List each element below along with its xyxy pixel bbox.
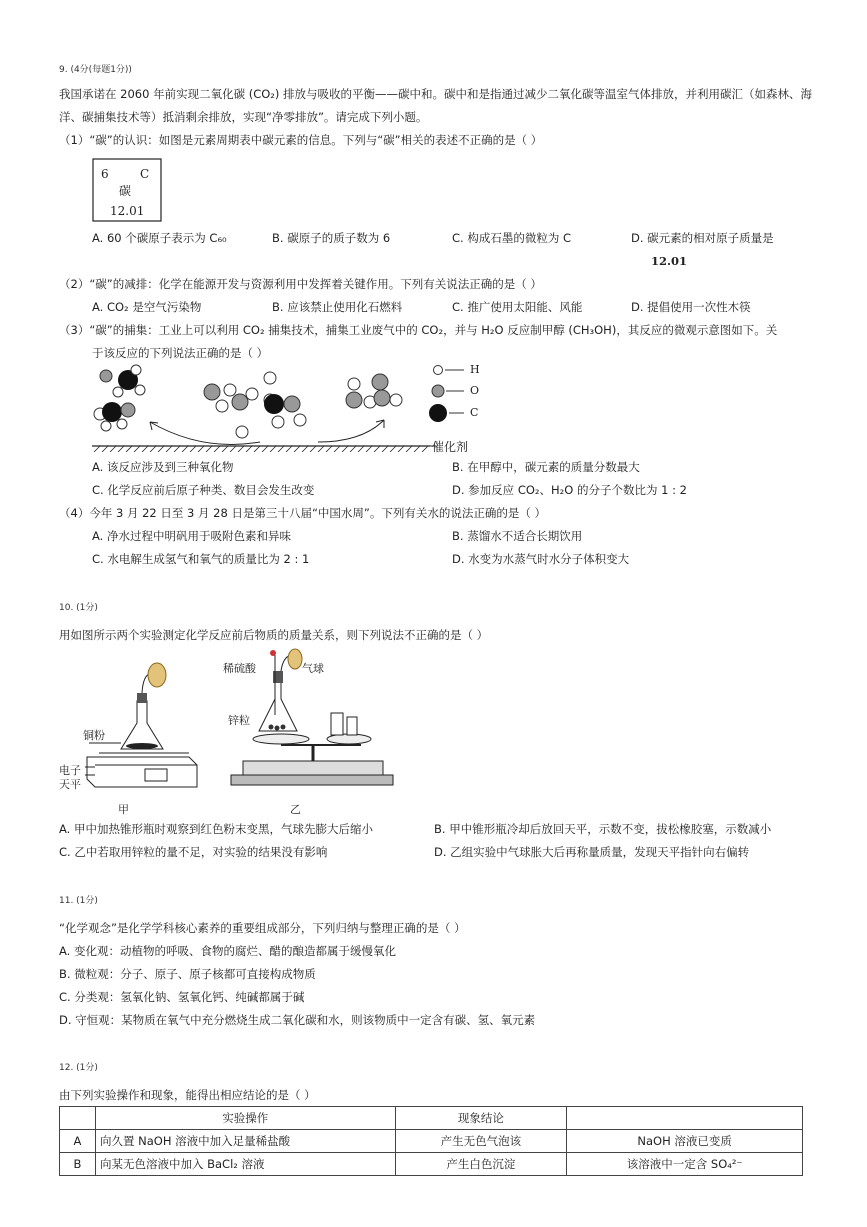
q9-4-option-a: A. 净水过程中明矾用于吸附色素和异味 xyxy=(92,529,291,543)
q10-option-d: D. 乙组实验中气球胀大后再称量质量，发现天平指针向右偏转 xyxy=(434,845,750,859)
q9-2-option-a: A. CO₂ 是空气污染物 xyxy=(92,300,202,314)
q9-3-option-a: A. 该反应涉及到三种氧化物 xyxy=(92,460,234,474)
label-acid: 稀硫酸 xyxy=(223,662,256,675)
q9-sub3-stem-line1: （3）“碳”的捕集：工业上可以利用 CO₂ 捕集技术，捕集工业废气中的 CO₂，并与 H₂O 反应制甲醇 (CH₃OH)，其反应的微观示意图如下。关 xyxy=(59,323,778,337)
table-cell: B xyxy=(60,1153,96,1176)
q10-stem: 用如图所示两个实验测定化学反应前后物质的质量关系，则下列说法不正确的是（ ） xyxy=(59,628,489,642)
q10-option-c: C. 乙中若取用锌粒的量不足，对实验的结果没有影响 xyxy=(59,845,328,859)
q9-3-option-d: D. 参加反应 CO₂、H₂O 的分子个数比为 1 : 2 xyxy=(452,483,687,497)
q9-4-option-b: B. 蒸馏水不适合长期饮用 xyxy=(452,529,583,543)
q10-header: 10. (1分) xyxy=(59,603,98,613)
table-row xyxy=(60,1153,803,1176)
q12-table xyxy=(59,1106,803,1176)
q9-4-option-d: D. 水变为水蒸气时水分子体积变大 xyxy=(452,552,630,566)
element-name: 碳 xyxy=(119,184,132,198)
table-header-cell xyxy=(60,1107,96,1130)
q10-option-b: B. 甲中锥形瓶冷却后放回天平，示数不变，拔松橡胶塞，示数减小 xyxy=(434,822,772,836)
legend-h: H xyxy=(470,363,480,376)
q9-sub4-stem: （4）今年 3 月 22 日至 3 月 28 日是第三十八届“中国水周”。下列有关水的说法正确的是（ ） xyxy=(59,506,547,520)
q9-2-option-b: B. 应该禁止使用化石燃料 xyxy=(272,300,403,314)
q9-3-option-c: C. 化学反应前后原子种类、数目会发生改变 xyxy=(92,483,315,497)
label-balance-1: 电子 xyxy=(59,764,81,777)
table-cell: NaOH 溶液已变质 xyxy=(567,1130,803,1153)
q9-1-option-d-cont: 12.01 xyxy=(651,254,688,268)
q9-3-option-b: B. 在甲醇中，碳元素的质量分数最大 xyxy=(452,460,640,474)
q11-header: 11. (1分) xyxy=(59,896,98,906)
legend-c: C xyxy=(470,406,479,419)
q9-sub3-stem-line2: 于该反应的下列说法正确的是（ ） xyxy=(92,346,269,360)
label-yi: 乙 xyxy=(290,803,301,816)
table-header-cell xyxy=(567,1107,803,1130)
q9-header: 9. (4分(每题1分)) xyxy=(59,65,132,75)
q11-option-d: D. 守恒观：某物质在氧气中充分燃烧生成二氧化碳和水，则该物质中一定含有碳、氢、氧元素 xyxy=(59,1013,536,1027)
q9-1-option-a: A. 60 个碳原子表示为 C₆₀ xyxy=(92,231,227,245)
table-header-row xyxy=(60,1107,803,1130)
q9-sub2-stem: （2）“碳”的减排：化学在能源开发与资源利用中发挥着关键作用。下列有关说法正确的是（ ） xyxy=(59,277,542,291)
catalyst-label: 催化剂 xyxy=(432,440,469,454)
table-cell: 产生无色气泡该 xyxy=(395,1130,567,1153)
q9-intro-line1: 我国承诺在 2060 年前实现二氧化碳 (CO₂) 排放与吸收的平衡——碳中和。碳中和是指通过减少二氧化碳等温室气体排放，并利用碳汇（如森林、海 xyxy=(59,87,813,101)
label-balance-2: 天平 xyxy=(59,778,81,791)
table-cell: 该溶液中一定含 SO₄²⁻ xyxy=(567,1153,803,1176)
co2-molecule xyxy=(100,365,145,397)
q12-stem: 由下列实验操作和现象，能得出相应结论的是（ ） xyxy=(59,1088,316,1102)
q11-option-a: A. 变化观：动植物的呼吸、食物的腐烂、醋的酿造都属于缓慢氧化 xyxy=(59,944,396,958)
legend-o: O xyxy=(470,384,480,397)
co2-molecule xyxy=(94,402,135,431)
element-symbol: C xyxy=(140,167,150,181)
carbon-element-tile xyxy=(92,158,162,222)
q10-option-a: A. 甲中加热锥形瓶时观察到红色粉末变黑，气球先膨大后缩小 xyxy=(59,822,373,836)
q9-intro-line2: 洋、碳捕集技术等）抵消剩余排放，实现“净零排放”。请完成下列小题。 xyxy=(59,110,428,124)
q11-stem: “化学观念”是化学学科核心素养的重要组成部分，下列归纳与整理正确的是（ ） xyxy=(59,921,466,935)
q9-2-option-c: C. 推广使用太阳能、风能 xyxy=(452,300,583,314)
q9-1-option-b: B. 碳原子的质子数为 6 xyxy=(272,231,391,245)
q9-2-option-d: D. 提倡使用一次性木筷 xyxy=(631,300,751,314)
table-row xyxy=(60,1130,803,1153)
q9-4-option-c: C. 水电解生成氢气和氧气的质量比为 2 : 1 xyxy=(92,552,310,566)
table-cell: 向某无色溶液中加入 BaCl₂ 溶液 xyxy=(95,1153,395,1176)
table-header-cell: 实验操作 xyxy=(95,1107,395,1130)
table-cell: 向久置 NaOH 溶液中加入足量稀盐酸 xyxy=(95,1130,395,1153)
element-mass: 12.01 xyxy=(110,204,145,218)
q9-1-option-c: C. 构成石墨的微粒为 C xyxy=(452,231,572,245)
element-number: 6 xyxy=(101,167,109,181)
table-cell: 产生白色沉淀 xyxy=(395,1153,567,1176)
label-copper: 铜粉 xyxy=(83,729,105,742)
table-header-cell: 现象结论 xyxy=(395,1107,567,1130)
q9-sub1-stem: （1）“碳”的认识：如图是元素周期表中碳元素的信息。下列与“碳”相关的表述不正确的是（ ） xyxy=(59,133,543,147)
label-jia: 甲 xyxy=(118,803,129,816)
q9-1-option-d: D. 碳元素的相对原子质量是 xyxy=(631,231,774,245)
label-balloon: 气球 xyxy=(302,662,324,675)
q12-header: 12. (1分) xyxy=(59,1063,98,1073)
label-zinc: 锌粒 xyxy=(228,714,250,727)
q11-option-c: C. 分类观：氢氧化钠、氢氧化钙、纯碱都属于碱 xyxy=(59,990,305,1004)
q11-option-b: B. 微粒观：分子、原子、原子核都可直接构成物质 xyxy=(59,967,316,981)
table-cell: A xyxy=(60,1130,96,1153)
